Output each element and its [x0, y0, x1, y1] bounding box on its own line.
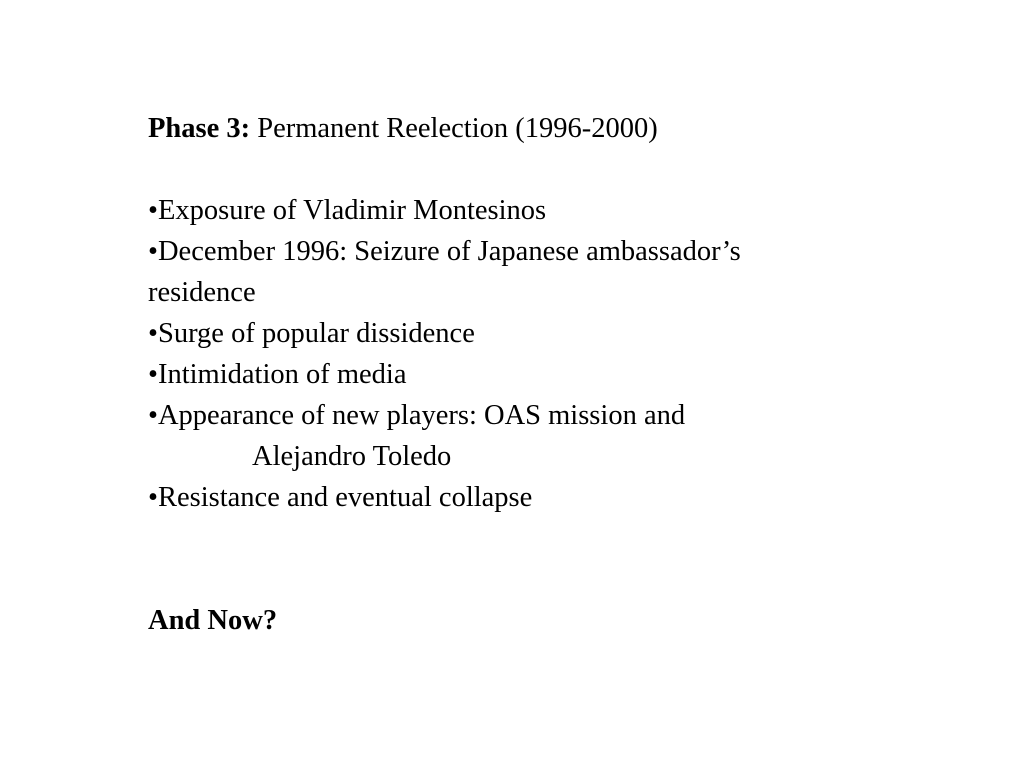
slide-heading	[148, 108, 968, 149]
heading-label: Phase 3:	[148, 113, 251, 144]
heading-text: Permanent Reelection (1996-2000)	[257, 113, 658, 144]
bullet-item: •Intimidation of media	[148, 359, 407, 390]
bullet-item: •Appearance of new players: OAS mission and	[148, 400, 686, 431]
bullet-item: •Exposure of Vladimir Montesinos	[148, 195, 547, 226]
bullet-continuation: Alejandro Toledo	[252, 441, 452, 472]
spacer	[148, 149, 968, 190]
spacer	[148, 559, 968, 600]
spacer	[148, 518, 968, 559]
bullet-item: •December 1996: Seizure of Japanese ambassador’s	[148, 236, 741, 267]
bullet-item: •Resistance and eventual collapse	[148, 482, 533, 513]
slide-body	[148, 108, 968, 641]
closing-question: And Now?	[148, 605, 278, 636]
bullet-continuation: residence	[148, 277, 256, 308]
bullet-item: •Surge of popular dissidence	[148, 318, 475, 349]
